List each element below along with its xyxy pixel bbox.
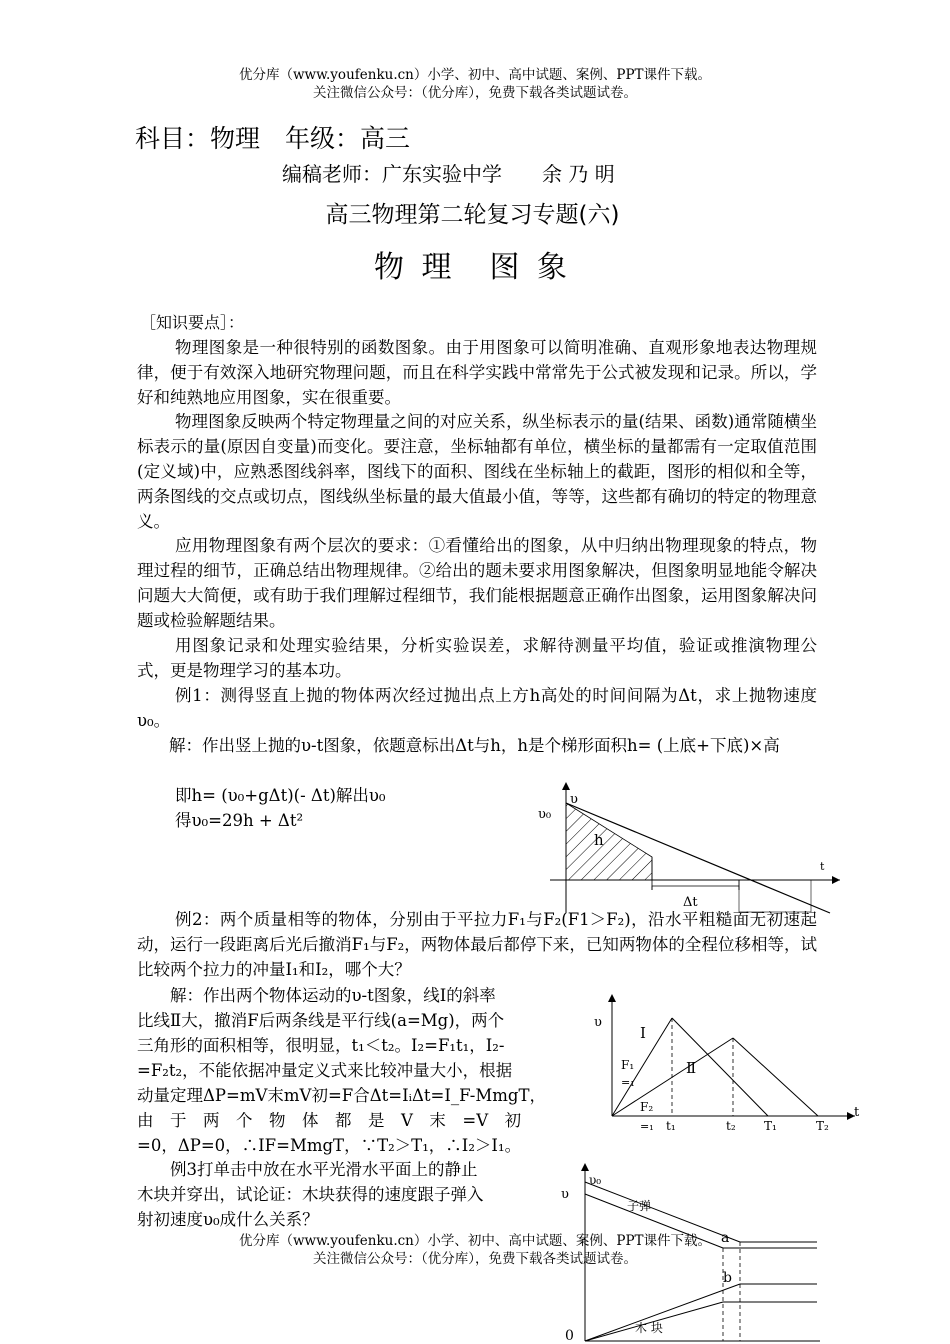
h-label: h xyxy=(594,831,604,849)
example2-solution-line-5: 动量定理ΔP=mV末mV初=F合Δt=IᵢΔt=I_F-MmgT， xyxy=(137,1086,546,1105)
v0-label: υ₀ xyxy=(538,807,552,822)
dt-label: Δt xyxy=(683,895,698,910)
editor-line: 编稿老师：广东实验中学 余 乃 明 xyxy=(282,162,615,186)
subject-grade: 科目：物理 年级：高三 xyxy=(135,124,411,153)
series-title: 高三物理第二轮复习专题(六) xyxy=(325,202,620,228)
example1-solution: 解：作出竖上抛的υ-t图象，依题意标出Δt与h，h是个梯形面积h= (上底+下底)×高 xyxy=(169,736,780,755)
main-title: 物 理 图 象 xyxy=(373,250,572,285)
line-II-fall xyxy=(733,1038,818,1116)
a-label: a xyxy=(721,1230,730,1246)
paragraph-1: 物理图象是一种很特别的函数图象。由于用图象可以简明准确、直观形象地表达物理规律，便于有效深入地研究物理问题，而且在科学实践中常常先于公式被发现和记录。所以，学好和纯熟地应用图象，实在很重要。 xyxy=(137,338,817,407)
t-axis-arrow xyxy=(832,876,840,884)
t-axis-label: t xyxy=(854,1105,860,1120)
example2-solution-line-3: 三角形的面积相等，很明显，t₁＜t₂。Ⅰ₂=F₁t₁，Ⅰ₂- xyxy=(137,1036,505,1055)
v-axis-label: υ xyxy=(570,792,578,807)
tick-T2: T₂ xyxy=(816,1119,829,1133)
v-axis-label: υ xyxy=(561,1187,569,1202)
header-line-1: 优分库（www.youfenku.cn）小学、初中、高中试题、案例、PPT课件下载。 xyxy=(238,67,712,83)
header-line-2: 关注微信公众号：（优分库），免费下载各类试题试卷。 xyxy=(313,85,637,101)
origin-label: 0 xyxy=(565,1328,574,1344)
line-II-label: Ⅱ xyxy=(686,1059,697,1077)
example3-line-1: 例3打单击中放在水平光滑水平面上的静止 xyxy=(170,1160,478,1179)
v-axis-arrow xyxy=(581,1163,589,1171)
v-axis-label: υ xyxy=(594,1015,602,1030)
paragraph-2: 物理图象反映两个特定物理量之间的对应关系，纵坐标表示的量(结果、函数)通常随横坐标表示的量(原因自变量)而变化。要注意，坐标轴都有单位，横坐标的量都需有一定取值范围(定义域)中，应熟悉图线斜率，图线下的面积、图线在坐标轴上的截距，图形的相似和全等，两条图线的交点或切点，图线纵坐标量的最大值最小值，等等，这些都有确切的特定的物理意义。 xyxy=(137,412,817,531)
v-axis-arrow xyxy=(608,994,616,1002)
example1-question: 例1：测得竖直上抛的物体两次经过抛出点上方h高处的时间间隔为Δt，求上抛物速度υ₀。 xyxy=(137,686,817,730)
footer-line-1: 优分库（www.youfenku.cn）小学、初中、高中试题、案例、PPT课件下载。 xyxy=(238,1233,712,1249)
figure-2-vt-graph xyxy=(590,990,865,1140)
example3-line-3: 射初速度υ₀成什么关系？ xyxy=(137,1210,319,1229)
footer-line-2: 关注微信公众号：（优分库），免费下载各类试题试卷。 xyxy=(313,1251,637,1267)
block-label: 木 块 xyxy=(635,1321,663,1335)
example2-question: 例2：两个质量相等的物体，分别由于平拉力F₁与F₂(F1＞F₂)，沿水平粗糙面无初速起动，运行一段距离后光后撤消F₁与F₂，两物体最后都停下来，已知两物体的全程位移相等，试比较两个拉力的冲量I₁和I₂，哪个大？ xyxy=(137,910,817,979)
f2-label: F₂ xyxy=(640,1100,654,1114)
paragraph-3: 应用物理图象有两个层次的要求：①看懂给出的图象，从中归纳出物理现象的特点，物理过程的细节，正确总结出物理规律。②给出的题未要求用图象解决，但图象明显地能令解决问题大大简便，或有助于我们理解过程细节，我们能根据题意正确作出图象，运用图象解决问题或检验解题结果。 xyxy=(137,536,817,630)
dt-bracket xyxy=(652,886,739,890)
f2-eq: =₁ xyxy=(640,1120,654,1133)
example2-solution-line-1: 解：作出两个物体运动的υ-t图象，线I的斜率 xyxy=(170,986,496,1005)
b-label: b xyxy=(723,1270,732,1286)
t-axis-label: t xyxy=(820,860,825,873)
example2-solution-line-2: 比线Ⅱ大，撤消F后两条线是平行线(a=Mg)，两个 xyxy=(137,1011,505,1030)
tick-T1: T₁ xyxy=(764,1119,777,1133)
section-heading: ［知识要点］： xyxy=(140,313,245,332)
figure-1-vt-graph xyxy=(530,778,850,918)
v-axis-arrow xyxy=(562,782,570,790)
example1-equation-1: 即h= (υ₀+gΔt)(- Δt)解出υ₀ xyxy=(175,786,386,805)
example1-equation-2: 得υ₀=29h + Δt² xyxy=(175,811,304,830)
tick-t1: t₁ xyxy=(666,1119,676,1133)
f1-label: F₁ xyxy=(621,1058,635,1072)
line-I-label: I xyxy=(640,1024,646,1042)
example2-solution-line-7: =0，ΔP=0，∴IF=MmgT，∵T₂＞T₁，∴Ⅰ₂＞Ⅰ₁。 xyxy=(137,1136,522,1155)
f1-eq: =₁ xyxy=(621,1076,635,1089)
paragraph-4: 用图象记录和处理实验结果，分析实验误差，求解待测量平均值，验证或推演物理公式，更是物理学习的基本功。 xyxy=(137,636,817,680)
tick-t2: t₂ xyxy=(726,1119,736,1133)
example2-solution-line-6: 由 于 两 个 物 体 都 是 V 末 =V 初 xyxy=(137,1111,522,1130)
example2-solution-line-4: =F₂t₂，不能依据冲量定义式来比较冲量大小，根据 xyxy=(137,1061,513,1080)
example3-line-2: 木块并穿出，试论证：木块获得的速度跟子弹入 xyxy=(137,1185,484,1204)
bullet-label: 子弹 xyxy=(627,1199,652,1213)
trapezoid-area-h xyxy=(566,803,652,880)
v0-label: υ₀ xyxy=(589,1173,602,1187)
